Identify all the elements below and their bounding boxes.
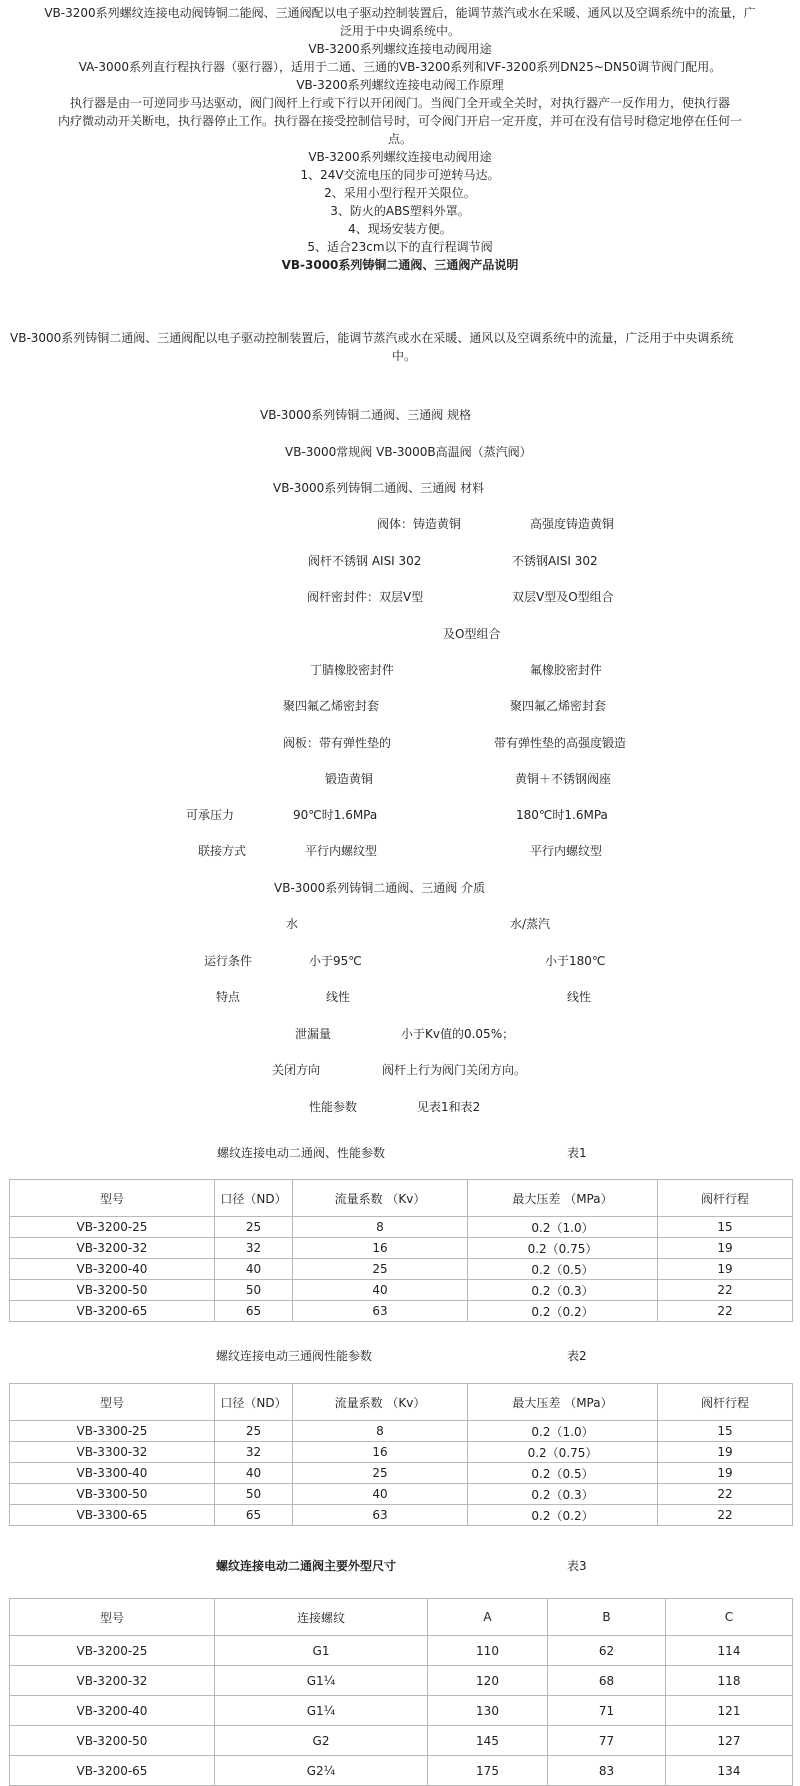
table-cell: 19 [658,1238,793,1259]
leak-label: 泄漏量 [295,1027,332,1041]
table-cell: 134 [666,1756,793,1786]
pressure-a: 90℃时1.6MPa [293,808,378,822]
table-cell: 22 [658,1301,793,1322]
table1-number: 表1 [567,1146,587,1160]
rubber-seal-a: 丁腈橡胶密封件 [310,663,395,677]
table1 [9,1179,793,1322]
column-header: 流量系数 （Kv） [293,1384,468,1421]
table-cell: 15 [658,1421,793,1442]
column-header: 阀杆行程 [658,1384,793,1421]
table-cell: 130 [428,1696,548,1726]
table-cell: 0.2（0.2） [468,1505,658,1526]
table-cell: 50 [215,1484,293,1505]
table-cell: 15 [658,1217,793,1238]
feature-a: 线性 [326,990,351,1004]
principle-line-2: 内疗微动动开关断电，执行器停止工作。执行器在接受控制信号时，可令阀门开启一定开度，并可在没有信号时稳定地停在任何一 [57,114,742,128]
table-cell: 114 [666,1636,793,1666]
stem-material-b: 不锈钢AISI 302 [512,554,598,568]
table-row [10,1442,793,1463]
heading-product: VB-3000系列铸铜二通阀、三通阀产品说明 [281,258,519,272]
plate-a: 阀板：带有弹性垫的 [283,736,392,750]
principle-line-3: 点。 [387,132,412,146]
condition-a: 小于95℃ [309,954,362,968]
table-header-row [10,1384,793,1421]
table-cell: VB-3200-50 [10,1280,215,1301]
close-label: 关闭方向 [272,1063,321,1077]
seal-c: 及O型组合 [443,627,501,641]
table-cell: 77 [548,1726,666,1756]
table-cell: 0.2（1.0） [468,1421,658,1442]
table-cell: 19 [658,1442,793,1463]
table2-number: 表2 [567,1349,587,1363]
column-header: 连接螺纹 [215,1599,428,1636]
table-row [10,1636,793,1666]
table-row [10,1726,793,1756]
column-header: A [428,1599,548,1636]
table-cell: 25 [215,1217,293,1238]
table-cell: VB-3300-32 [10,1442,215,1463]
table-cell: 22 [658,1280,793,1301]
stem-material-a: 阀杆不锈钢 AISI 302 [308,554,422,568]
table-cell: VB-3200-25 [10,1217,215,1238]
list-item: 3、防火的ABS塑料外罩。 [330,204,470,218]
body-material-b: 高强度铸造黄铜 [530,517,615,531]
table-row [10,1280,793,1301]
table-cell: VB-3300-50 [10,1484,215,1505]
table-row [10,1696,793,1726]
table-cell: 19 [658,1259,793,1280]
column-header: 流量系数 （Kv） [293,1180,468,1217]
table-cell: 120 [428,1666,548,1696]
column-header: 型号 [10,1180,215,1217]
pressure-label: 可承压力 [186,808,235,822]
table-cell: 83 [548,1756,666,1786]
table-cell: 25 [215,1421,293,1442]
desc-line-2: 中。 [392,349,417,363]
feature-b: 线性 [567,990,592,1004]
table-cell: 40 [293,1280,468,1301]
table-cell: VB-3200-25 [10,1636,215,1666]
forge-b: 黄铜＋不锈钢阀座 [515,772,612,786]
table-cell: 145 [428,1726,548,1756]
table-cell: 118 [666,1666,793,1696]
condition-label: 运行条件 [204,954,253,968]
column-header: 型号 [10,1599,215,1636]
ptfe-b: 聚四氟乙烯密封套 [510,699,607,713]
medium-title: VB-3000系列铸铜二通阀、三通阀 介质 [274,881,486,895]
table3 [9,1598,793,1786]
column-header: 口径（ND） [215,1180,293,1217]
table-cell: 0.2（0.5） [468,1463,658,1484]
table-cell: 22 [658,1484,793,1505]
list-item: 2、采用小型行程开关限位。 [324,186,476,200]
table-cell: VB-3200-40 [10,1696,215,1726]
plate-b: 带有弹性垫的高强度锻造 [494,736,627,750]
table-cell: VB-3300-40 [10,1463,215,1484]
table-cell: 22 [658,1505,793,1526]
list-item: 4、现场安装方便。 [348,222,452,236]
intro-line-1: VB-3200系列螺纹连接电动阀铸铜二能阀、三通阀配以电子驱动控制装置后，能调节蒸汽或水在采暖、通风以及空调系统中的流量，广 [44,6,756,20]
seal-b: 双层V型及O型组合 [512,590,614,604]
table-cell: G1¼ [215,1666,428,1696]
feature-label: 特点 [216,990,241,1004]
column-header: B [548,1599,666,1636]
table-cell: 0.2（0.3） [468,1280,658,1301]
table2 [9,1383,793,1526]
table-cell: 0.2（0.75） [468,1238,658,1259]
table1-caption: 螺纹连接电动二通阀、性能参数 [217,1146,386,1160]
column-header: C [666,1599,793,1636]
performance-value: 见表1和表2 [417,1100,481,1114]
table-cell: 68 [548,1666,666,1696]
heading-use: VB-3200系列螺纹连接电动阀用途 [308,42,492,56]
medium-a: 水 [286,917,299,931]
table-cell: 40 [293,1484,468,1505]
table-cell: VB-3200-50 [10,1726,215,1756]
table-cell: 25 [293,1259,468,1280]
column-header: 最大压差 （MPa） [468,1180,658,1217]
table-cell: 110 [428,1636,548,1666]
table-cell: 0.2（0.75） [468,1442,658,1463]
table-cell: VB-3200-40 [10,1259,215,1280]
table-row [10,1238,793,1259]
table-cell: VB-3200-32 [10,1238,215,1259]
heading-principle: VB-3200系列螺纹连接电动阀工作原理 [296,78,504,92]
table-row [10,1259,793,1280]
table-cell: 8 [293,1421,468,1442]
connection-b: 平行内螺纹型 [530,844,603,858]
rubber-seal-b: 氟橡胶密封件 [530,663,603,677]
spec-title: VB-3000系列铸铜二通阀、三通阀 规格 [260,408,472,422]
table-cell: 8 [293,1217,468,1238]
table-header-row [10,1180,793,1217]
spec-line: VB-3000常规阀 VB-3000B高温阀（蒸汽阀） [285,445,532,459]
table-cell: 40 [215,1463,293,1484]
table-cell: 127 [666,1726,793,1756]
table-cell: 19 [658,1463,793,1484]
table-cell: 0.2（0.3） [468,1484,658,1505]
connection-a: 平行内螺纹型 [305,844,378,858]
table-cell: 175 [428,1756,548,1786]
principle-line-1: 执行器是由一可逆同步马达驱动，阀门阀杆上行或下行以开闭阀门。当阀门全开或全关时，对执行器产一反作用力，使执行器 [69,96,730,110]
table2-caption: 螺纹连接电动三通阀性能参数 [216,1349,373,1363]
table-cell: VB-3200-65 [10,1756,215,1786]
table-cell: 65 [215,1505,293,1526]
table-row [10,1463,793,1484]
table-row [10,1421,793,1442]
column-header: 最大压差 （MPa） [468,1384,658,1421]
performance-label: 性能参数 [309,1100,358,1114]
list-item: 5、适合23cm以下的直行程调节阀 [307,240,493,254]
pressure-b: 180℃时1.6MPa [516,808,608,822]
table-row [10,1666,793,1696]
table-cell: 16 [293,1238,468,1259]
table-cell: 63 [293,1301,468,1322]
table3-caption: 螺纹连接电动二通阀主要外型尺寸 [216,1559,397,1573]
table-cell: G2 [215,1726,428,1756]
table-cell: 16 [293,1442,468,1463]
table-cell: 65 [215,1301,293,1322]
table-row [10,1756,793,1786]
table-cell: 0.2（0.2） [468,1301,658,1322]
table-row [10,1484,793,1505]
table-cell: 121 [666,1696,793,1726]
seal-a: 阀杆密封件：双层V型 [307,590,424,604]
intro-line-2: 泛用于中央调系统中。 [339,24,460,38]
table-cell: G2¼ [215,1756,428,1786]
table-cell: 32 [215,1442,293,1463]
medium-b: 水/蒸汽 [510,917,551,931]
table-cell: 50 [215,1280,293,1301]
use-text: VA-3000系列直行程执行器（驱行器），适用于二通、三通的VB-3200系列和VF-3200系列DN25~DN50调节阀门配用。 [78,60,722,74]
condition-b: 小于180℃ [545,954,606,968]
leak-value: 小于Kv值的0.05%； [401,1027,515,1041]
body-material-a: 阀体：铸造黄铜 [377,517,462,531]
table-row [10,1217,793,1238]
close-value: 阀杆上行为阀门关闭方向。 [382,1063,527,1077]
ptfe-a: 聚四氟乙烯密封套 [283,699,380,713]
table-cell: 63 [293,1505,468,1526]
table-cell: 62 [548,1636,666,1666]
table3-number: 表3 [567,1559,587,1573]
table-cell: 40 [215,1259,293,1280]
table-row [10,1505,793,1526]
table-cell: G1¼ [215,1696,428,1726]
table-cell: 32 [215,1238,293,1259]
table-header-row [10,1599,793,1636]
table-row [10,1301,793,1322]
connection-label: 联接方式 [198,844,247,858]
forge-a: 锻造黄铜 [325,772,374,786]
table-cell: VB-3300-25 [10,1421,215,1442]
table-cell: VB-3300-65 [10,1505,215,1526]
desc-line-1: VB-3000系列铸铜二通阀、三通阀配以电子驱动控制装置后，能调节蒸汽或水在采暖、通风以及空调系统中的流量，广泛用于中央调系统 [10,331,734,345]
table-cell: 0.2（1.0） [468,1217,658,1238]
table-cell: 25 [293,1463,468,1484]
column-header: 型号 [10,1384,215,1421]
column-header: 阀杆行程 [658,1180,793,1217]
table-cell: 0.2（0.5） [468,1259,658,1280]
column-header: 口径（ND） [215,1384,293,1421]
heading-use-2: VB-3200系列螺纹连接电动阀用途 [308,150,492,164]
table-cell: G1 [215,1636,428,1666]
table-cell: VB-3200-65 [10,1301,215,1322]
material-title: VB-3000系列铸铜二通阀、三通阀 材料 [273,481,485,495]
list-item: 1、24V交流电压的同步可逆转马达。 [300,168,500,182]
table-cell: VB-3200-32 [10,1666,215,1696]
table-cell: 71 [548,1696,666,1726]
